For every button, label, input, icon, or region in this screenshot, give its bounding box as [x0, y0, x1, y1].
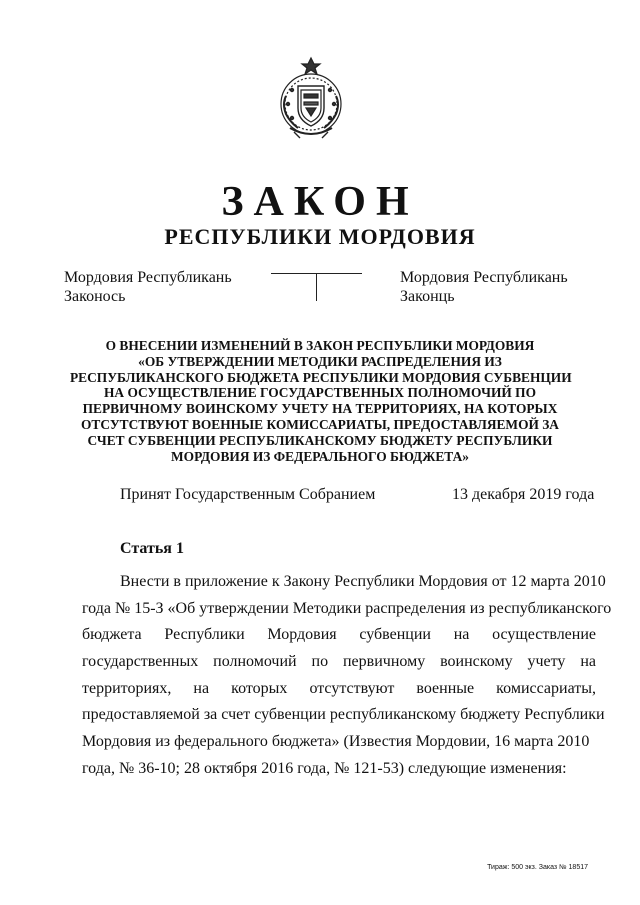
body-line: предоставляемой за счет субвенции республиканскому бюджету Республики [82, 706, 605, 724]
body-word: первичному [342, 653, 426, 671]
heading-line: ПЕРВИЧНОМУ ВОИНСКОМУ УЧЕТУ НА ТЕРРИТОРИЯХ, НА КОТОРЫХ [82, 401, 558, 417]
body-line: года, № 36-10; 28 октября 2016 года, № 121-53) следующие изменения: [82, 759, 567, 777]
body-word: государственных [82, 653, 199, 671]
heading-line: О ВНЕСЕНИИ ИЗМЕНЕНИЙ В ЗАКОН РЕСПУБЛИКИ МОРДОВИЯ [105, 338, 535, 353]
body-word: бюджета [82, 626, 142, 644]
article-title: Статья 1 [120, 540, 184, 557]
body-line: года № 15-З «Об утверждении Методики распределения из республиканского [82, 599, 612, 617]
title-divider-vertical [316, 273, 317, 301]
body-line [82, 649, 596, 676]
law-subtitle: РЕСПУБЛИКИ МОРДОВИЯ [164, 224, 476, 249]
body-word: отсутствуют [309, 679, 395, 697]
body-word: по [311, 653, 329, 671]
body-word: субвенции [359, 626, 431, 644]
adopted-by: Принят Государственным Собранием [120, 486, 376, 503]
print-info: Тираж: 500 экз. Заказ № 18517 [487, 864, 588, 871]
heading-line: РЕСПУБЛИКАНСКОГО БЮДЖЕТА РЕСПУБЛИКИ МОРДОВИЯ СУБВЕНЦИИ [70, 369, 572, 385]
moksha-title-line2: Законось [64, 288, 126, 305]
adoption-date: 13 декабря 2019 года [452, 486, 595, 503]
erzya-title-line1: Мордовия Республикань [400, 269, 568, 286]
body-word: военные [416, 679, 475, 697]
heading-line: МОРДОВИЯ ИЗ ФЕДЕРАЛЬНОГО БЮДЖЕТА» [171, 448, 469, 464]
heading-line: ОТСУТСТВУЮТ ВОЕННЫЕ КОМИССАРИАТЫ, ПРЕДОСТАВЛЯЕМОЙ ЗА [81, 416, 559, 432]
body-line: Внести в приложение к Закону Республики Мордовия от 12 марта 2010 [120, 573, 606, 590]
body-line [82, 676, 596, 703]
heading-line: «ОБ УТВЕРЖДЕНИИ МЕТОДИКИ РАСПРЕДЕЛЕНИЯ ИЗ [138, 353, 502, 369]
body-word: комиссариаты, [496, 679, 596, 697]
body-word: учету [527, 653, 566, 671]
body-word: Республики [164, 626, 245, 644]
moksha-title-block [64, 268, 232, 306]
moksha-title-line1: Мордовия Республикань [64, 269, 232, 286]
body-word: полномочий [213, 653, 297, 671]
body-line [82, 622, 596, 649]
body-line: Мордовия из федерального бюджета» (Известия Мордовии, 16 марта 2010 [82, 733, 590, 751]
body-word: осуществление [492, 626, 596, 644]
law-heading [70, 338, 570, 464]
heading-line: НА ОСУЩЕСТВЛЕНИЕ ГОСУДАРСТВЕННЫХ ПОЛНОМОЧИЙ ПО [104, 385, 536, 401]
body-word: территориях, [82, 679, 172, 697]
body-word: Мордовия [267, 626, 337, 644]
erzya-title-line2: Законць [400, 288, 455, 305]
heading-line: СЧЕТ СУБВЕНЦИИ РЕСПУБЛИКАНСКОМУ БЮДЖЕТУ РЕСПУБЛИКИ [87, 432, 553, 448]
body-word: которых [231, 679, 288, 697]
body-word: на [580, 653, 596, 671]
body-word: на [193, 679, 210, 697]
erzya-title-block [400, 268, 568, 306]
law-title: ЗАКОН [221, 179, 419, 225]
body-word: на [453, 626, 470, 644]
article-body [82, 569, 612, 783]
coat-of-arms-icon [276, 56, 346, 142]
body-word: воинскому [440, 653, 513, 671]
